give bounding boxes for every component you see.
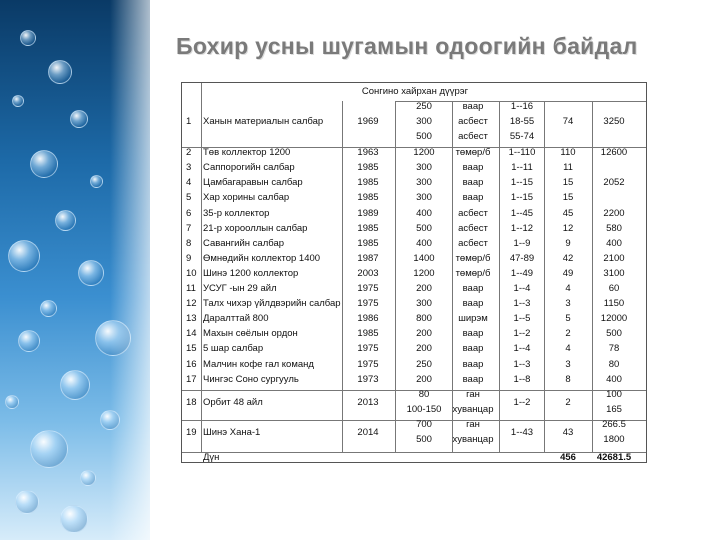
table-column-divider — [201, 83, 202, 452]
row-wells: 1--2 — [513, 396, 531, 408]
row-length: 580 — [606, 223, 622, 234]
row-material: хуванцар — [452, 434, 494, 445]
row-year: 1985 — [357, 328, 379, 339]
row-year: 1985 — [357, 238, 379, 249]
table-column-divider — [342, 101, 343, 452]
row-length: 80 — [608, 359, 620, 370]
row-diameter: 700 — [416, 419, 432, 430]
row-diameter: 1200 — [413, 268, 435, 279]
row-length: 1800 — [603, 434, 625, 445]
row-length: 2100 — [603, 253, 625, 264]
row-count: 5 — [565, 313, 571, 324]
row-diameter: 250 — [416, 101, 432, 112]
row-count: 15 — [562, 177, 574, 188]
row-wells: 1--12 — [510, 223, 534, 234]
row-name: Талх чихэр үйлдвэрийн салбар — [203, 298, 341, 309]
row-name: Цамбагаравын салбар — [203, 177, 303, 188]
row-number: 14 — [186, 328, 197, 339]
row-number: 7 — [186, 223, 192, 234]
row-count: 9 — [565, 238, 571, 249]
row-name: Саппорогийн салбар — [203, 162, 295, 173]
table-row-divider — [182, 452, 646, 453]
row-length: 12600 — [600, 147, 628, 158]
row-diameter: 400 — [416, 238, 432, 249]
row-year: 1975 — [357, 343, 379, 354]
row-length: 2052 — [603, 177, 625, 188]
row-length: 400 — [606, 374, 622, 385]
row-name: Хар хорины салбар — [203, 192, 290, 203]
row-material: ширэм — [458, 313, 488, 324]
table-column-divider — [395, 101, 396, 452]
row-diameter: 200 — [416, 374, 432, 385]
sewer-table — [181, 82, 647, 463]
table-column-divider — [499, 101, 500, 452]
row-diameter: 300 — [416, 162, 432, 173]
row-material: ваар — [462, 374, 484, 385]
row-length: 78 — [608, 343, 620, 354]
row-length: 500 — [606, 328, 622, 339]
row-year: 1985 — [357, 177, 379, 188]
row-material: ваар — [462, 343, 484, 354]
row-wells: 47-89 — [509, 253, 535, 264]
row-name: Даралттай 800 — [203, 313, 269, 324]
row-diameter: 250 — [416, 359, 432, 370]
row-diameter: 300 — [416, 177, 432, 188]
row-length: 12000 — [600, 313, 628, 324]
row-number: 2 — [186, 147, 192, 158]
row-wells: 1--5 — [513, 313, 531, 324]
row-count: 110 — [560, 147, 576, 158]
row-number: 10 — [186, 268, 197, 279]
row-wells: 1--4 — [513, 343, 531, 354]
row-number: 3 — [186, 162, 192, 173]
row-material: асбест — [458, 131, 488, 142]
row-wells: 1--8 — [513, 374, 531, 385]
row-number: 15 — [186, 343, 197, 354]
row-length: 266.5 — [602, 419, 626, 430]
row-number: 4 — [186, 177, 192, 188]
row-number: 8 — [186, 238, 192, 249]
row-name: Төв коллектор 1200 — [203, 147, 291, 158]
row-diameter: 1400 — [413, 253, 435, 264]
row-year: 1975 — [357, 283, 379, 294]
row-number: 11 — [186, 283, 196, 294]
row-name: Шинэ 1200 коллектор — [203, 268, 299, 279]
row-material: ган — [466, 389, 480, 400]
row-count: 12 — [562, 223, 574, 234]
row-number: 1 — [186, 116, 192, 127]
row-wells: 1--9 — [513, 238, 531, 249]
table-subheader: Сонгино хайрхан дүүрэг — [361, 86, 469, 97]
row-material: ган — [466, 419, 480, 430]
row-wells: 1--11 — [511, 162, 533, 173]
row-diameter: 200 — [416, 283, 432, 294]
row-material: ваар — [462, 162, 484, 173]
row-count: 49 — [562, 268, 574, 279]
row-material: асбест — [458, 223, 488, 234]
row-name: Шинэ Хана-1 — [203, 426, 261, 438]
row-number: 13 — [186, 313, 197, 324]
row-year: 1975 — [357, 298, 379, 309]
row-material: ваар — [462, 192, 484, 203]
total-label: Дүн — [203, 452, 220, 463]
row-year: 1986 — [357, 313, 379, 324]
row-wells: 1--49 — [510, 268, 534, 279]
row-length: 60 — [608, 283, 620, 294]
table-column-divider — [452, 101, 453, 452]
table-row-divider — [182, 390, 646, 391]
table-column-divider — [592, 101, 593, 452]
row-count: 74 — [562, 116, 574, 127]
row-wells: 18-55 — [509, 116, 535, 127]
row-wells: 1--15 — [510, 177, 534, 188]
row-year: 1985 — [357, 223, 379, 234]
row-length: 165 — [606, 404, 622, 415]
row-number: 17 — [186, 374, 197, 385]
row-number: 18 — [186, 396, 197, 408]
row-length: 2200 — [603, 208, 625, 219]
row-material: ваар — [462, 328, 484, 339]
row-number: 6 — [186, 208, 192, 219]
row-material: ваар — [462, 101, 484, 112]
row-count: 2 — [565, 396, 571, 408]
row-material: төмөр/б — [455, 268, 491, 279]
row-material: төмөр/б — [455, 147, 491, 158]
row-number: 5 — [186, 192, 192, 203]
row-diameter: 800 — [416, 313, 432, 324]
row-name: 5 шар салбар — [203, 343, 264, 354]
row-year: 1963 — [357, 147, 379, 158]
row-material: асбест — [458, 116, 488, 127]
row-wells: 1--110 — [508, 147, 536, 158]
row-count: 2 — [565, 328, 571, 339]
row-number: 19 — [186, 426, 197, 438]
row-name: Өмнөдийн коллектор 1400 — [203, 253, 321, 264]
row-length: 1150 — [603, 298, 625, 309]
row-year: 1973 — [357, 374, 379, 385]
table-column-divider — [544, 101, 545, 452]
row-diameter: 300 — [416, 116, 432, 127]
row-material: төмөр/б — [455, 253, 491, 264]
row-year: 2003 — [357, 268, 379, 279]
row-number: 12 — [186, 298, 197, 309]
row-diameter: 500 — [416, 131, 432, 142]
row-count: 15 — [562, 192, 574, 203]
row-number: 9 — [186, 253, 192, 264]
row-count: 4 — [565, 283, 571, 294]
row-material: ваар — [462, 359, 484, 370]
row-year: 1975 — [357, 359, 379, 370]
row-material: асбест — [458, 208, 488, 219]
row-count: 45 — [562, 208, 574, 219]
table-row-divider — [182, 420, 646, 421]
row-wells: 1--2 — [513, 328, 531, 339]
row-year: 1989 — [357, 208, 379, 219]
row-diameter: 500 — [416, 434, 432, 445]
row-wells: 1--4 — [513, 283, 531, 294]
row-name: Чингэс Соно сургууль — [203, 374, 299, 385]
row-count: 8 — [565, 374, 571, 385]
row-name: 21-р хорооллын салбар — [203, 223, 308, 234]
row-count: 43 — [562, 426, 574, 438]
row-diameter: 400 — [416, 208, 432, 219]
row-length: 3250 — [603, 116, 625, 127]
row-count: 42 — [562, 253, 574, 264]
row-material: хуванцар — [452, 404, 494, 415]
row-name: 35-р коллектор — [203, 208, 270, 219]
water-bubbles-background — [0, 0, 150, 540]
row-diameter: 200 — [416, 343, 432, 354]
row-material: ваар — [462, 283, 484, 294]
row-name: Ханын материалын салбар — [203, 116, 324, 127]
row-name: Орбит 48 айл — [203, 396, 263, 408]
row-name: УСУГ -ын 29 айл — [203, 283, 277, 294]
row-count: 3 — [565, 298, 571, 309]
row-count: 4 — [565, 343, 571, 354]
row-length: 3100 — [603, 268, 625, 279]
row-wells: 1--45 — [510, 208, 534, 219]
row-diameter: 100-150 — [406, 404, 442, 415]
row-name: Малчин кофе гал команд — [203, 359, 314, 370]
row-number: 16 — [186, 359, 197, 370]
row-material: ваар — [462, 298, 484, 309]
row-material: асбест — [458, 238, 488, 249]
row-count: 11 — [563, 162, 573, 173]
row-name: Махын сөёлын ордон — [203, 328, 298, 339]
row-diameter: 300 — [416, 192, 432, 203]
row-year: 1985 — [357, 162, 379, 173]
row-wells: 1--3 — [513, 359, 531, 370]
row-diameter: 500 — [416, 223, 432, 234]
row-length: 100 — [606, 389, 622, 400]
total-count: 456 — [560, 452, 576, 463]
row-wells: 55-74 — [509, 131, 535, 142]
row-count: 3 — [565, 359, 571, 370]
row-diameter: 80 — [418, 389, 430, 400]
total-length: 42681.5 — [596, 452, 632, 463]
row-diameter: 300 — [416, 298, 432, 309]
row-wells: 1--3 — [513, 298, 531, 309]
row-name: Савангийн салбар — [203, 238, 285, 249]
row-year: 1969 — [357, 116, 379, 127]
row-wells: 1--16 — [510, 101, 534, 112]
page-title: Бохир усны шугамын одоогийн байдал — [176, 33, 638, 59]
row-diameter: 200 — [416, 328, 432, 339]
row-diameter: 1200 — [413, 147, 435, 158]
row-year: 2013 — [357, 396, 379, 408]
row-year: 1987 — [357, 253, 379, 264]
row-year: 2014 — [357, 426, 379, 438]
row-wells: 1--43 — [510, 426, 534, 438]
row-material: ваар — [462, 177, 484, 188]
row-wells: 1--15 — [510, 192, 534, 203]
row-year: 1985 — [357, 192, 379, 203]
row-length: 400 — [606, 238, 622, 249]
